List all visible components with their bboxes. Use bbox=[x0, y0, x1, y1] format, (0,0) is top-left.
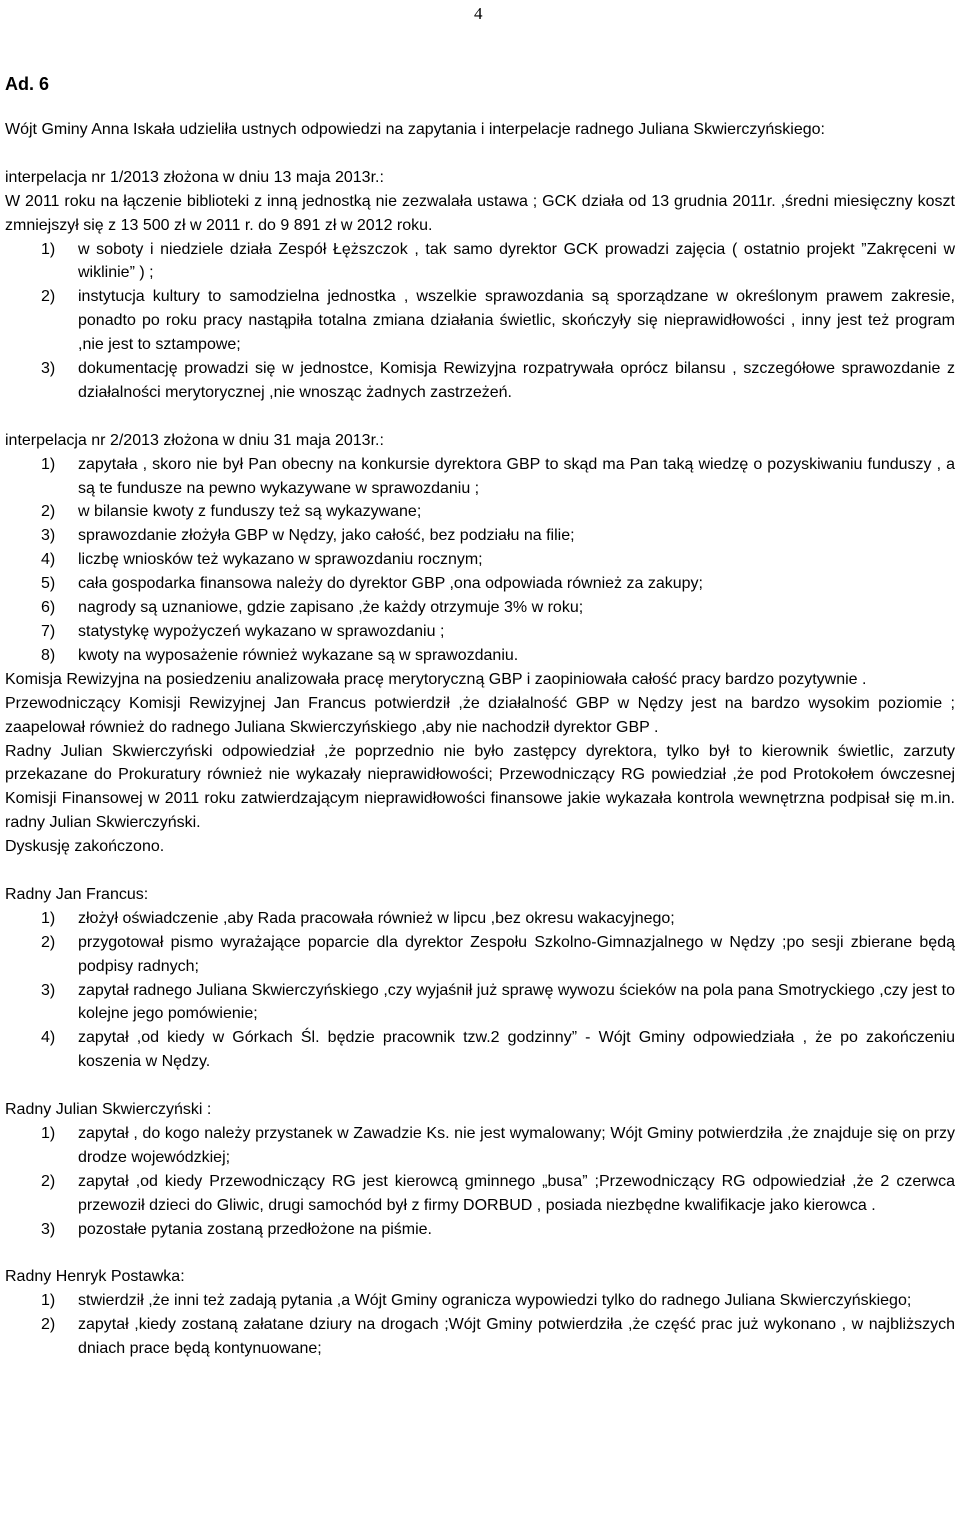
list-item-text: zapytała , skoro nie był Pan obecny na konkursie dyrektora GBP to skąd ma Pan taką wiedzę o pozyskiwaniu funduszy , a są te fundusze na pewno wykazywane w sprawozdaniu ; bbox=[78, 455, 955, 497]
list-item-number: 3) bbox=[41, 981, 56, 999]
page-number: 4 bbox=[474, 4, 483, 23]
list-item-number: 5) bbox=[41, 575, 56, 593]
list-item bbox=[5, 620, 955, 644]
list-item bbox=[5, 931, 955, 979]
list-item-text: w soboty i niedziele działa Zespół Łęższczok , tak samo dyrektor GCK prowadzi zajęcia ( ostatnio projekt ”Zakręceni w wiklinie” ) ; bbox=[78, 240, 955, 282]
list-item-number: 2) bbox=[41, 503, 56, 521]
list-item bbox=[5, 548, 955, 572]
list-item bbox=[5, 1289, 955, 1313]
document-content bbox=[5, 72, 955, 1361]
section-heading: Ad. 6 bbox=[5, 74, 50, 94]
postawka-list bbox=[5, 1289, 955, 1361]
list-item-text: zapytał ,kiedy zostaną załatane dziury na drogach ;Wójt Gminy potwierdziła ,że część prac już wykonano , w najbliższych dniach prace będą kontynuowane; bbox=[78, 1316, 955, 1358]
list-item-text: zapytał ,od kiedy Przewodniczący RG jest kierowcą gminnego „busa” ;Przewodniczący RG odpowiedział ,że 2 czerwca przewoził dzieci do Gliwic, drugi samochód był z firmy DORBUD , posiada niezbędne kwalifikacje jako kierowca . bbox=[78, 1172, 955, 1214]
radny-julian-paragraph: Radny Julian Skwierczyński odpowiedział ,że poprzednio nie było zastępcy dyrektora, tylko był to kierownik świetlic, zarzuty przekazane do Prokuratury również nie wykazały nieprawidłowości; Przewodniczący RG powiedział ,że pod Protokołem ówczesnej Komisji Finansowej w 2011 roku zatwierdzającym nieprawidłowości finansowe jakie wykazała kontrola wewnętrzna podpisał się m.in. radny Julian Skwierczyński. bbox=[5, 742, 955, 832]
list-item-text: cała gospodarka finansowa należy do dyrektor GBP ,ona odpowiada również za zakupy; bbox=[78, 575, 703, 593]
list-item-text: zapytał radnego Juliana Skwierczyńskiego ,czy wyjaśnił już sprawę wywozu ścieków na pola pana Smotryckiego ,czy jest to kolejne jego pomówienie; bbox=[78, 981, 955, 1023]
list-item-number: 2) bbox=[41, 1316, 56, 1334]
przewodniczacy-paragraph: Przewodniczący Komisji Rewizyjnej Jan Francus potwierdził ,że działalność GBP w Nędzy jest na bardzo wysokim poziomie ; zaapelował również do radnego Juliana Skwierczyńskiego ,aby nie nachodził dyrektor GBP . bbox=[5, 694, 955, 736]
list-item-number: 2) bbox=[41, 933, 56, 951]
list-item bbox=[5, 572, 955, 596]
list-item bbox=[5, 500, 955, 524]
skwierczynski-list bbox=[5, 1122, 955, 1242]
list-item-number: 1) bbox=[41, 1125, 56, 1142]
list-item bbox=[5, 357, 955, 405]
list-item bbox=[5, 524, 955, 548]
list-item bbox=[5, 1313, 955, 1361]
list-item-number: 4) bbox=[41, 551, 56, 569]
list-item bbox=[5, 1122, 955, 1170]
list-item-number: 1) bbox=[41, 455, 56, 473]
list-item-text: przygotował pismo wyrażające poparcie dla dyrektor Zespołu Szkolno-Gimnazjalnego w Nędzy ;po sesji zbierane będą podpisy radnych; bbox=[78, 933, 955, 975]
list-item-number: 3) bbox=[41, 1220, 56, 1238]
dyskusja-paragraph: Dyskusję zakończono. bbox=[5, 838, 165, 856]
list-item bbox=[5, 453, 955, 501]
list-item-text: stwierdził ,że inni też zadają pytania ,a Wójt Gminy ogranicza wypowiedzi tylko do radnego Juliana Skwierczyńskiego; bbox=[78, 1292, 912, 1310]
interpelacja-1-title: interpelacja nr 1/2013 złożona w dniu 13 maja 2013r.: bbox=[5, 168, 384, 186]
francus-title: Radny Jan Francus: bbox=[5, 885, 149, 903]
list-item-text: w bilansie kwoty z funduszy też są wykazywane; bbox=[78, 503, 422, 521]
skwierczynski-title: Radny Julian Skwierczyński : bbox=[5, 1101, 212, 1119]
list-item-number: 1) bbox=[41, 240, 56, 258]
list-item-number: 2) bbox=[41, 1172, 56, 1190]
list-item bbox=[5, 1026, 955, 1074]
list-item-text: statystykę wypożyczeń wykazano w sprawozdaniu ; bbox=[78, 623, 445, 640]
interpelacja-2-list bbox=[5, 453, 955, 668]
list-item-number: 1) bbox=[41, 1292, 56, 1310]
postawka-title: Radny Henryk Postawka: bbox=[5, 1268, 185, 1286]
list-item bbox=[5, 1170, 955, 1218]
list-item bbox=[5, 596, 955, 620]
list-item bbox=[5, 1218, 955, 1242]
list-item-number: 6) bbox=[41, 599, 56, 617]
list-item-number: 8) bbox=[41, 646, 56, 664]
list-item-number: 3) bbox=[41, 360, 56, 378]
list-item bbox=[5, 907, 955, 931]
list-item-text: dokumentację prowadzi się w jednostce, Komisja Rewizyjna rozpatrywała oprócz bilansu , szczegółowe sprawozdanie z działalności merytorycznej ,nie wnosząc żadnych zastrzeżeń. bbox=[78, 360, 955, 401]
list-item-text: zapytał , do kogo należy przystanek w Zawadzie Ks. nie jest wymalowany; Wójt Gminy potwierdziła ,że znajduje się on przy drodze wojewódzkiej; bbox=[78, 1125, 955, 1166]
list-item-text: instytucja kultury to samodzielna jednostka , wszelkie sprawozdania są sporządzane w określonym prawem zakresie, ponadto po roku pracy nastąpiła totalna zmiana działania świetlic, skończyły się nieprawidłowości , inny jest też program ,nie jest to sztampowe; bbox=[78, 288, 955, 354]
interpelacja-2-title: interpelacja nr 2/2013 złożona w dniu 31 maja 2013r.: bbox=[5, 431, 384, 449]
list-item-number: 1) bbox=[41, 909, 56, 927]
list-item bbox=[5, 979, 955, 1027]
list-item-number: 7) bbox=[41, 623, 56, 640]
list-item bbox=[5, 285, 955, 357]
list-item bbox=[5, 238, 955, 286]
list-item-text: nagrody są uznaniowe, gdzie zapisano ,że każdy otrzymuje 3% w roku; bbox=[78, 599, 584, 617]
intro-paragraph: Wójt Gminy Anna Iskała udzieliła ustnych odpowiedzi na zapytania i interpelacje radnego Juliana Skwierczyńskiego: bbox=[5, 121, 825, 138]
list-item-text: zapytał ,od kiedy w Górkach Śl. będzie pracownik tzw.2 godzinny” - Wójt Gminy odpowiedziała , że po zakończeniu koszenia w Nędzy. bbox=[78, 1029, 955, 1071]
francus-list bbox=[5, 907, 955, 1074]
list-item-text: pozostałe pytania zostaną przedłożone na piśmie. bbox=[78, 1220, 432, 1238]
list-item-number: 2) bbox=[41, 288, 56, 306]
interpelacja-1-list bbox=[5, 238, 955, 405]
list-item-text: kwoty na wyposażenie również wykazane są w sprawozdaniu. bbox=[78, 646, 519, 664]
list-item-number: 3) bbox=[41, 527, 56, 545]
interpelacja-1-text: W 2011 roku na łączenie biblioteki z inną jednostką nie zezwalała ustawa ; GCK działa od 13 grudnia 2011r. ,średni miesięczny koszt zmniejszył się z 13 500 zł w 2011 r. do 9 891 zł w 2012 roku. bbox=[5, 192, 955, 234]
komisja-paragraph: Komisja Rewizyjna na posiedzeniu analizowała pracę merytoryczną GBP i zaopiniowała całość pracy bardzo pozytywnie . bbox=[5, 670, 867, 688]
list-item-number: 4) bbox=[41, 1029, 56, 1047]
list-item-text: liczbę wniosków też wykazano w sprawozdaniu rocznym; bbox=[78, 551, 483, 569]
list-item-text: złożył oświadczenie ,aby Rada pracowała również w lipcu ,bez okresu wakacyjnego; bbox=[78, 909, 675, 927]
list-item bbox=[5, 644, 955, 668]
list-item-text: sprawozdanie złożyła GBP w Nędzy, jako całość, bez podziału na filie; bbox=[78, 527, 575, 545]
